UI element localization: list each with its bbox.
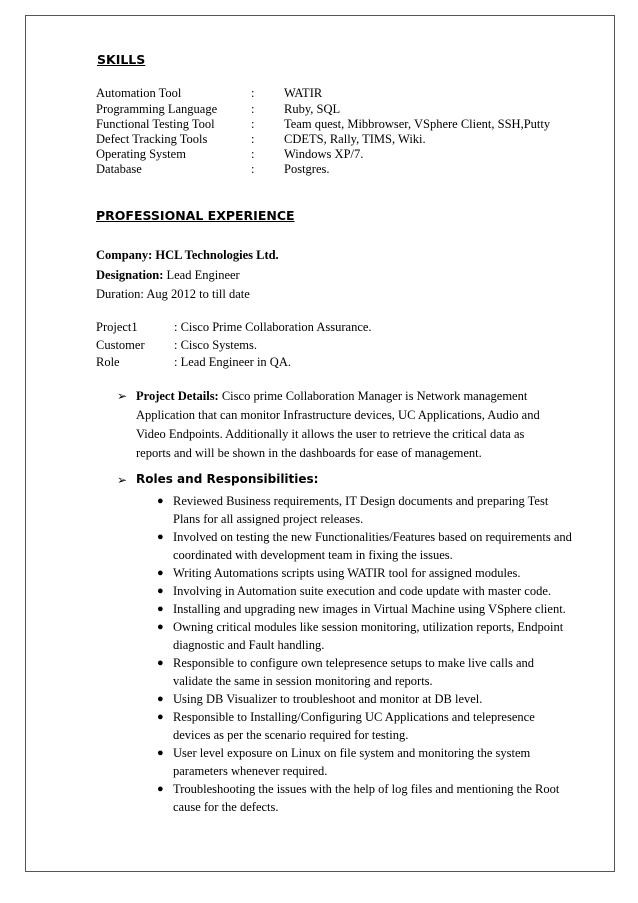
bullet-icon: ● — [157, 567, 164, 579]
arrow-bullet-icon: ➢ — [117, 389, 128, 403]
list-item: ● Using DB Visualizer to troubleshoot and monitor at DB level. — [157, 692, 483, 706]
project-label: Customer — [96, 338, 145, 352]
list-item: ● Installing and upgrading new images in Virtual Machine using VSphere client. — [157, 602, 566, 616]
project-value: : Cisco Prime Collaboration Assurance. — [174, 320, 372, 334]
skill-value: WATIR — [284, 86, 323, 100]
responsibilities-list — [157, 492, 573, 816]
skill-name: Database — [96, 162, 142, 176]
bullet-icon: ● — [157, 783, 164, 795]
bullet-icon: ● — [157, 747, 164, 759]
project-value: : Lead Engineer in QA. — [174, 355, 291, 369]
list-item: ● Involved on testing the new Functionalities/Features based on requirements and coordinated with development team in fixing the issues. — [157, 530, 572, 562]
project-details — [136, 387, 556, 463]
skill-value: Postgres. — [284, 162, 330, 176]
designation-label: Designation: — [96, 268, 164, 282]
project-value: : Cisco Systems. — [174, 338, 257, 352]
designation-line — [96, 268, 240, 283]
bullet-icon: ● — [157, 693, 164, 705]
skill-row — [96, 132, 616, 148]
project-details-label: Project Details: — [136, 389, 219, 403]
skills-heading: SKILLS — [97, 52, 146, 67]
list-item: ● Reviewed Business requirements, IT Design documents and preparing Test Plans for all assigned project releases. — [157, 494, 549, 526]
skill-colon: : — [251, 117, 255, 131]
skill-name: Defect Tracking Tools — [96, 132, 208, 146]
skill-name: Programming Language — [96, 102, 218, 116]
skill-row — [96, 117, 616, 133]
list-item: ● Troubleshooting the issues with the help of log files and mentioning the Root cause for the defects. — [157, 782, 560, 814]
skill-colon: : — [251, 86, 255, 100]
project-details-text: Cisco prime Collaboration Manager is Network management Application that can monitor Infrastructure devices, UC Applications, Audio and Video Endpoints. Additionally it allows the user to retrieve the critical data as reports and will be shown in the dashboards for ease of management. — [136, 389, 540, 460]
skill-value: Ruby, SQL — [284, 102, 341, 116]
project-label: Role — [96, 355, 120, 369]
duration-line: Duration: Aug 2012 to till date — [96, 287, 250, 301]
skill-name: Automation Tool — [96, 86, 182, 100]
skill-row — [96, 162, 616, 178]
skill-value: CDETS, Rally, TIMS, Wiki. — [284, 132, 426, 146]
bullet-icon: ● — [157, 711, 164, 723]
bullet-icon: ● — [157, 621, 164, 633]
list-item: ● Responsible to configure own telepresence setups to make live calls and validate the same in session monitoring and reports. — [157, 656, 535, 688]
skill-colon: : — [251, 162, 255, 176]
skill-row — [96, 86, 616, 102]
skill-name: Functional Testing Tool — [96, 117, 215, 131]
list-item: ● Writing Automations scripts using WATIR tool for assigned modules. — [157, 566, 521, 580]
bullet-icon: ● — [157, 585, 164, 597]
bullet-icon: ● — [157, 531, 164, 543]
list-item: ● Owning critical modules like session monitoring, utilization reports, Endpoint diagnostic and Fault handling. — [157, 620, 564, 652]
skill-value: Windows XP/7. — [284, 147, 364, 161]
company-line: Company: HCL Technologies Ltd. — [96, 248, 279, 262]
skill-value: Team quest, Mibbrowser, VSphere Client, SSH,Putty — [284, 117, 551, 131]
arrow-bullet-icon: ➢ — [117, 473, 128, 487]
skill-colon: : — [251, 147, 255, 161]
list-item: ● Responsible to Installing/Configuring UC Applications and telepresence devices as per the scenario required for testing. — [157, 710, 535, 742]
skill-row — [96, 102, 616, 118]
bullet-icon: ● — [157, 657, 164, 669]
bullet-icon: ● — [157, 495, 164, 507]
designation-value: Lead Engineer — [163, 268, 240, 282]
skill-name: Operating System — [96, 147, 186, 161]
skill-colon: : — [251, 132, 255, 146]
project-label: Project1 — [96, 320, 138, 334]
bullet-icon: ● — [157, 603, 164, 615]
list-item: ● User level exposure on Linux on file system and monitoring the system parameters whenever required. — [157, 746, 531, 778]
roles-title: Roles and Responsibilities: — [136, 472, 319, 486]
skill-colon: : — [251, 102, 255, 116]
experience-heading: PROFESSIONAL EXPERIENCE — [96, 208, 295, 223]
skill-row — [96, 147, 616, 163]
list-item: ● Involving in Automation suite execution and code update with master code. — [157, 584, 552, 598]
